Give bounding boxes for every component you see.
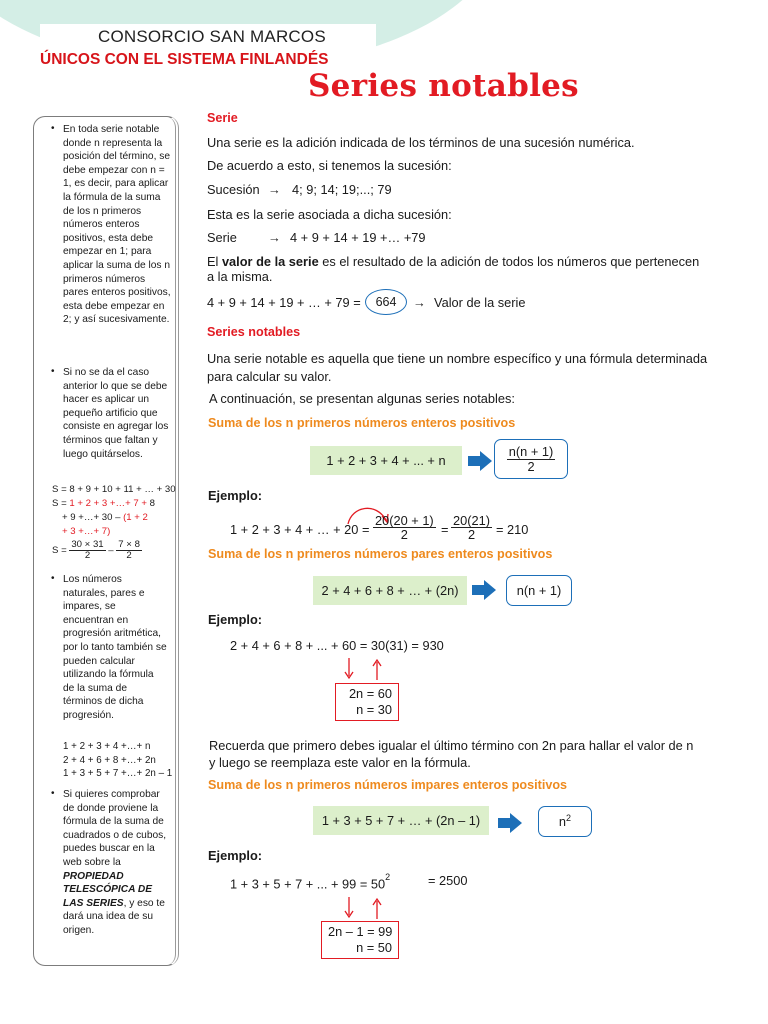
serie-label: Serie <box>207 230 237 245</box>
example1-fraction-1 <box>373 514 436 542</box>
fraction-denominator: 2 <box>467 527 476 543</box>
formula-odds-box <box>538 806 592 837</box>
heading-serie: Serie <box>207 111 238 125</box>
sidebar-note-1: En toda serie notable donde n representa la posición del término, se debe empezar con n = 1, es decir, para aplicar la fórmula de la suma de los n primeros números enteros positivos, esta debe empezar en 1; para aplicar la suma de los n primeros números pares enteros positivos, esta debe empezar en 2; y así sucesivamente. <box>63 124 171 326</box>
bullet: • <box>51 788 55 799</box>
fraction-numerator: n(n + 1) <box>508 444 554 460</box>
example3-sum: 1 + 3 + 5 + 7 + ... + 99 = 50 <box>230 876 386 892</box>
fraction-numerator: 20(21) <box>453 513 490 528</box>
sidebar-sequences <box>63 740 177 781</box>
heading-sum-evens: Suma de los n primeros números pares enteros positivos <box>208 547 553 561</box>
sequence-integers: 1 + 2 + 3 + 4 +…+ n <box>63 741 151 752</box>
example-text: S = <box>52 545 70 557</box>
sidebar-example <box>52 483 178 561</box>
note-emphasis: PROPIEDAD TELESCÓPICA DE LAS SERIES <box>63 870 153 909</box>
bullet: • <box>51 123 55 134</box>
example-text: S = <box>52 498 70 509</box>
notables-definition-cont: para calcular su valor. <box>207 369 332 384</box>
valor-term: valor de la serie <box>221 254 319 269</box>
fraction-denominator: 2 <box>400 527 408 543</box>
formula-integers-box <box>494 439 568 479</box>
bullet: • <box>51 366 55 377</box>
notables-definition: Una serie notable es aquella que tiene un nombre específico y una fórmula determinada <box>207 351 708 366</box>
blue-arrow-icon <box>498 813 524 833</box>
formula-exponent: 2 <box>566 812 572 823</box>
solution-line: n = 30 <box>356 702 392 717</box>
brand-name: CONSORCIO SAN MARCOS <box>98 27 326 46</box>
series-odds-box: 1 + 3 + 5 + 7 + … + (2n – 1) <box>313 806 489 835</box>
remember-text-cont: y luego se reemplaza este valor en la fórmula. <box>209 755 471 770</box>
brand-tagline: ÚNICOS CON EL SISTEMA FINLANDÉS <box>40 51 329 68</box>
example-line-4: + 3 +…+ 7) <box>62 526 111 537</box>
example-removed-terms: (1 + 2 <box>123 512 148 523</box>
heading-sum-odds: Suma de los n primeros números impares enteros positivos <box>208 778 568 792</box>
example-minus: – <box>105 545 117 557</box>
formula-evens-box: n(n + 1) <box>506 575 572 606</box>
sidebar-note-4 <box>63 788 173 938</box>
series-integers-box: 1 + 2 + 3 + 4 + ... + n <box>310 446 462 475</box>
sum-value-oval: 664 <box>365 289 407 315</box>
red-arrows-icon <box>343 895 383 921</box>
bullet: • <box>51 573 55 584</box>
associated-text: Esta es la serie asociada a dicha sucesión: <box>207 207 452 222</box>
text: El <box>207 254 222 269</box>
fraction <box>451 514 492 542</box>
fraction-denominator: 2 <box>84 550 91 562</box>
fraction-denominator: 2 <box>527 458 535 474</box>
fraction-denominator: 2 <box>126 550 132 562</box>
sidebar-note-2: Si no se da el caso anterior lo que se debe hacer es aplicar un pequeño artificio que consiste en agregar los términos que faltan y luego quitárselos. <box>63 367 169 460</box>
valor-definition-cont: a la misma. <box>207 269 273 284</box>
note-text: , y eso te dará una idea de su origen. <box>63 897 165 936</box>
sidebar-note-3: Los números naturales, pares e impares, se encuentran en progresión aritmética, por lo tanto también se pueden calcular utilizando la fórmula de la suma de términos de dicha progresión. <box>63 574 167 721</box>
sucesion-label: Sucesión <box>207 182 260 197</box>
example2-solution-box <box>335 683 399 721</box>
fraction-numerator: 7 × 8 <box>118 539 140 550</box>
example-line-1: S = 8 + 9 + 10 + 11 + … + 30 <box>52 484 176 495</box>
series-evens-box: 2 + 4 + 6 + 8 + … + (2n) <box>313 576 467 605</box>
continuation-text: A continuación, se presentan algunas series notables: <box>209 391 515 406</box>
example2-line: 2 + 4 + 6 + 8 + ... + 60 = 30(31) = 930 <box>230 638 444 653</box>
arrow-icon: → <box>268 230 281 245</box>
remember-text: Recuerda que primero debes igualar el último término con 2n para hallar el valor de n <box>209 738 694 753</box>
valor-definition <box>207 253 699 270</box>
example-added-terms: 1 + 2 + 3 +…+ 7 + <box>69 498 147 509</box>
blue-arrow-icon <box>468 451 494 471</box>
accordingly-text: De acuerdo a esto, si tenemos la sucesión: <box>207 158 452 173</box>
heading-series-notables: Series notables <box>207 325 301 339</box>
example3-solution-box <box>321 921 399 959</box>
example1-fraction-2 <box>451 514 492 542</box>
example-line-3 <box>52 511 178 525</box>
example-label: Ejemplo: <box>208 612 263 627</box>
example3-result: = 2500 <box>428 873 468 888</box>
arrow-icon: → <box>268 182 281 197</box>
solution-line: n = 50 <box>356 940 392 955</box>
example1-equals: = <box>441 522 449 537</box>
serie-definition: Una serie es la adición indicada de los términos de una sucesión numérica. <box>207 135 635 150</box>
page-title: Series notables <box>308 68 579 104</box>
example-line-5 <box>52 540 178 561</box>
example-text: 8 <box>146 498 155 509</box>
note-text: Si quieres comprobar de donde proviene la fórmula de la suma de cuadrados o de cubos, puedes buscar en la web sobre la <box>63 789 167 868</box>
example-label: Ejemplo: <box>208 488 263 503</box>
sum-line: 4 + 9 + 14 + 19 + … + 79 = <box>207 295 361 310</box>
arrow-icon: → <box>413 295 426 310</box>
solution-line: 2n – 1 = 99 <box>328 924 393 939</box>
formula-base: n <box>558 814 567 829</box>
example-fraction-1 <box>69 540 105 561</box>
example3-exponent: 2 <box>385 872 391 882</box>
red-arrows-icon <box>343 656 383 682</box>
blue-arrow-icon <box>472 580 498 600</box>
sum-label: Valor de la serie <box>434 295 526 310</box>
example-label: Ejemplo: <box>208 848 263 863</box>
formula-fraction <box>507 445 555 473</box>
sequence-odds: 1 + 3 + 5 + 7 +…+ 2n – 1 <box>63 768 173 780</box>
example-text: + 9 +…+ 30 – <box>62 512 124 523</box>
solution-line: 2n = 60 <box>348 686 392 701</box>
example1-left: 1 + 2 + 3 + 4 + … + 20 = <box>230 522 370 537</box>
example3-line <box>230 872 390 892</box>
example1-result: = 210 <box>496 522 529 537</box>
example-line-2 <box>52 497 178 511</box>
serie-terms: 4 + 9 + 14 + 19 +… +79 <box>290 230 426 245</box>
text: es el resultado de la adición de todos los números que pertenecen <box>318 254 700 269</box>
fraction <box>373 514 436 542</box>
sucesion-terms: 4; 9; 14; 19;...; 79 <box>292 182 392 197</box>
sequence-evens: 2 + 4 + 6 + 8 +…+ 2n <box>63 754 156 766</box>
example-fraction-2 <box>116 540 142 561</box>
heading-sum-integers: Suma de los n primeros números enteros positivos <box>208 416 516 430</box>
fraction-numerator: 30 × 31 <box>71 539 104 550</box>
fraction-numerator: 20(20 + 1) <box>375 513 434 528</box>
